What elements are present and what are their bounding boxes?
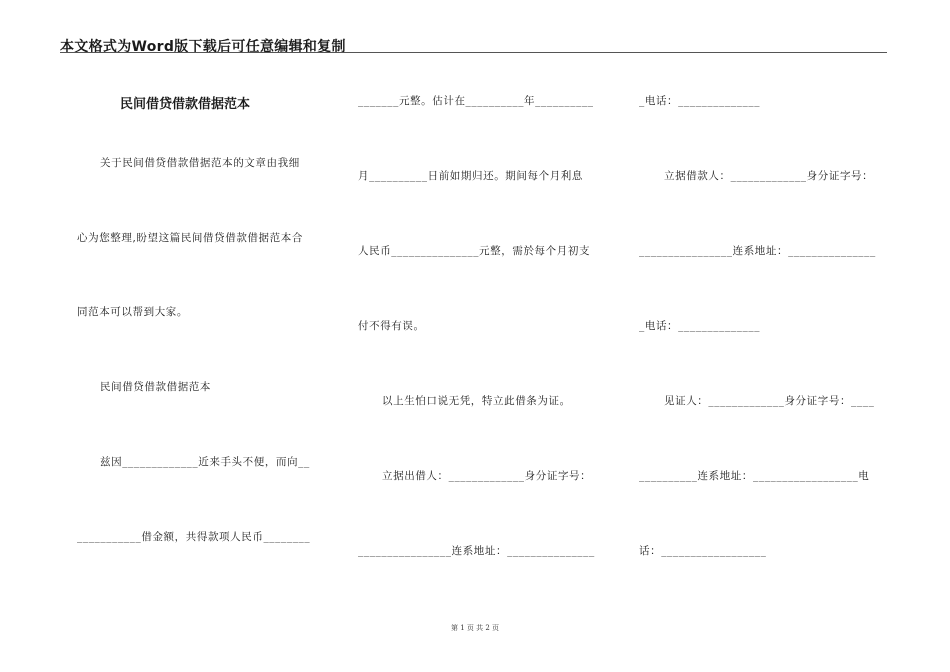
col1-line-4: 民间借贷借款借据范本 [100, 381, 211, 393]
header-divider [60, 52, 887, 53]
col3-line-6: __________连系地址：__________________电 [639, 470, 870, 482]
col3-line-4: _电话：______________ [639, 320, 761, 332]
col2-line-3: 人民币_______________元整，需於每个月初支 [358, 245, 591, 257]
document-header: 本文格式为Word版下载后可任意编辑和复制 [60, 39, 346, 55]
col2-line-6: 立据出借人：_____________身分证字号： [382, 470, 592, 482]
col3-line-7: 话：__________________ [639, 545, 767, 557]
col1-line-2: 心为您整理,盼望这篇民间借贷借款借据范本合 [77, 232, 303, 244]
col2-line-7: ________________连系地址：_______________ [358, 545, 595, 557]
col1-line-1: 关于民间借贷借款借据范本的文章由我细 [100, 157, 300, 169]
col1-line-5: 兹因_____________近来手头不便，而向__ [100, 456, 310, 468]
col3-line-3: ________________连系地址：_______________ [639, 245, 876, 257]
page-number: 第 1 页 共 2 页 [450, 624, 500, 632]
col2-line-2: 月__________日前如期归还。期间每个月利息 [358, 170, 583, 182]
col1-line-3: 同范本可以帮到大家。 [77, 306, 188, 318]
col2-line-1: _______元整。估计在__________年__________ [358, 95, 594, 107]
col1-line-6: ___________借金额，共得款项人民币________ [77, 531, 311, 543]
col2-line-4: 付不得有误。 [358, 320, 425, 332]
col3-line-5: 见证人：_____________身分证字号：____ [664, 395, 875, 407]
col3-line-2: 立据借款人：_____________身分证字号： [664, 170, 874, 182]
col2-line-5: 以上生怕口说无凭，特立此借条为证。 [382, 395, 571, 407]
document-title: 民间借贷借款借据范本 [120, 97, 251, 112]
col3-line-1: _电话：______________ [639, 95, 761, 107]
